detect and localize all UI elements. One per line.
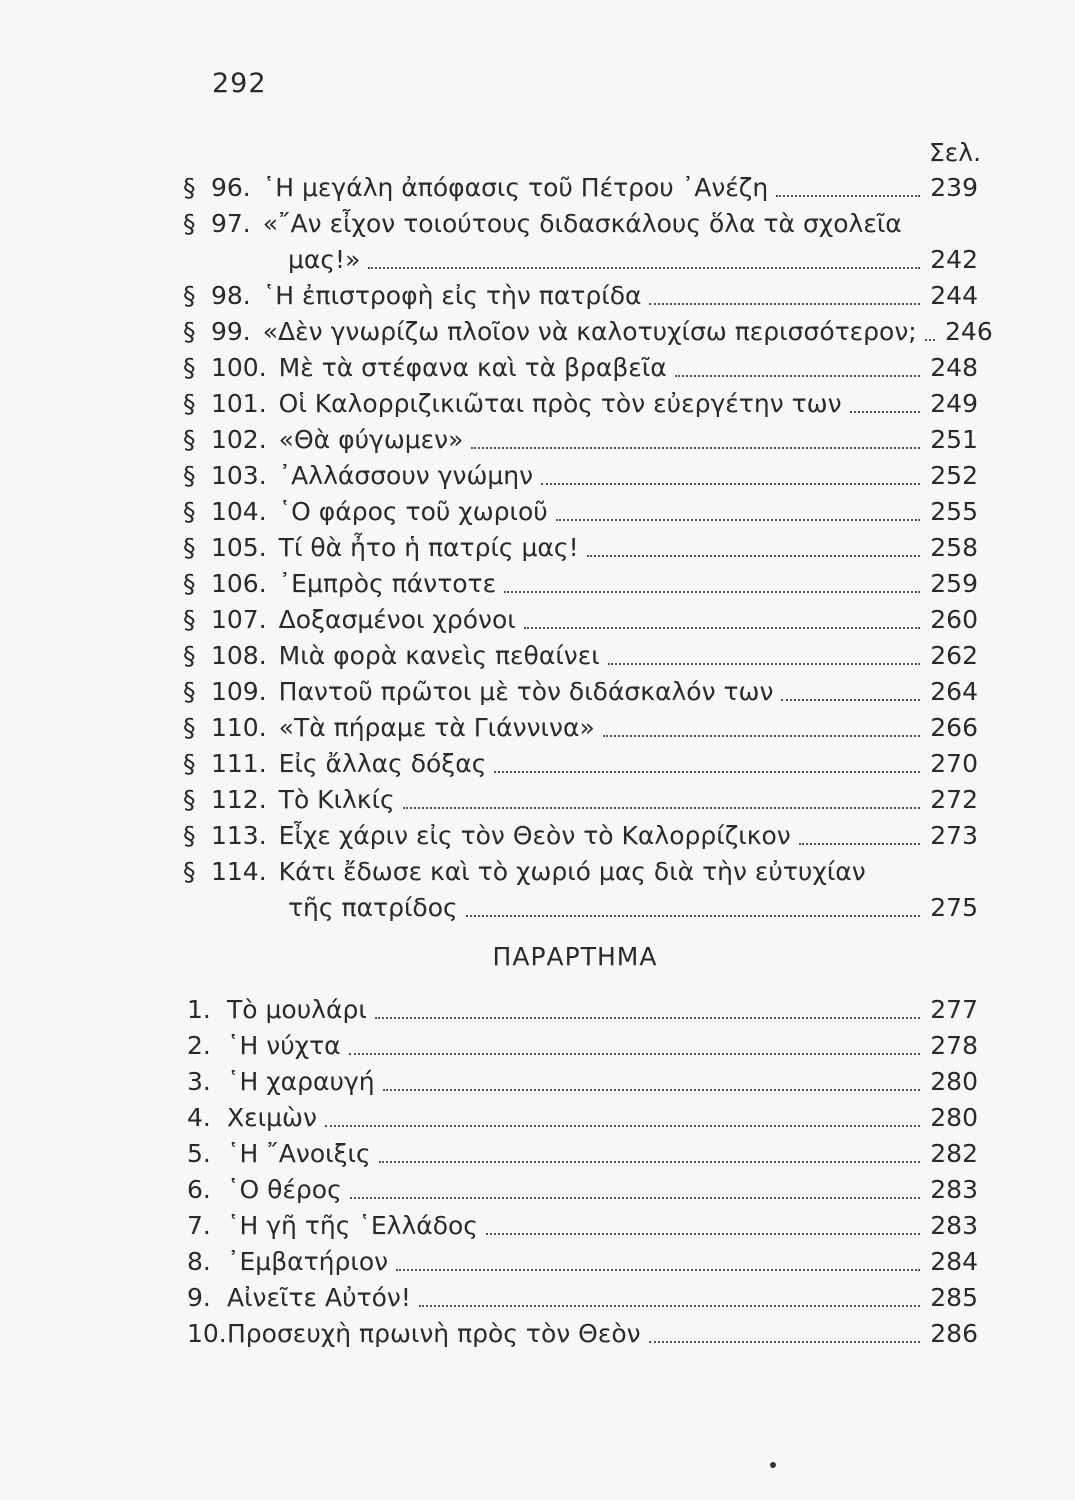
dot-leader	[608, 663, 920, 665]
entry-number: 96.	[211, 173, 251, 202]
entry-title: ῾Η ἐπιστροφὴ εἰς τὴν πατρίδα	[262, 281, 642, 310]
entry-title-continued: μας!»	[288, 245, 361, 274]
entry-page: 266	[930, 713, 978, 742]
entry-number: 112.	[211, 785, 267, 814]
appendix-entry	[187, 1100, 978, 1136]
section-sign: §	[183, 389, 196, 418]
appendix-entry	[187, 1028, 978, 1064]
section-sign: §	[183, 533, 196, 562]
entry-title: ᾿Αλλάσσουν γνώμην	[278, 461, 534, 490]
section-sign: §	[183, 281, 196, 310]
entry-title: ῾Η γῆ τῆς ῾Ελλάδος	[227, 1211, 478, 1240]
entry-title: ᾿Εμπρὸς πάντοτε	[278, 569, 497, 598]
toc-entry	[183, 314, 993, 350]
entry-title: Εἰς ἄλλας δόξας	[278, 749, 487, 778]
entry-number: 113.	[211, 821, 267, 850]
appendix-heading-text: ΠΑΡΑΡΤΗΜΑ	[492, 942, 658, 971]
section-sign: §	[183, 785, 196, 814]
entry-number: 1.	[187, 995, 211, 1024]
section-sign: §	[183, 713, 196, 742]
toc-entry	[183, 854, 978, 926]
entry-title: Χειμὼν	[227, 1103, 317, 1132]
appendix-entry	[187, 1064, 978, 1100]
entry-page: 272	[930, 785, 978, 814]
appendix-entry	[187, 1172, 978, 1208]
entry-number: 8.	[187, 1247, 211, 1276]
toc-entry	[183, 674, 978, 710]
entry-number: 105.	[211, 533, 267, 562]
section-sign: §	[183, 677, 196, 706]
dot-leader	[383, 1089, 920, 1091]
toc-entry	[183, 602, 978, 638]
appendix-entry	[187, 1316, 978, 1352]
dot-leader	[375, 1017, 920, 1019]
entry-page: 259	[930, 569, 978, 598]
entry-title: ῾Η μεγάλη ἀπόφασις τοῦ Πέτρου ᾿Ανέζη	[262, 173, 769, 202]
dot-leader	[419, 1305, 920, 1307]
entry-title: ῾Η ῎Ανοιξις	[227, 1139, 371, 1168]
toc-entry-line	[183, 890, 978, 926]
appendix-entry	[187, 992, 978, 1028]
toc-entry	[183, 170, 978, 206]
toc-entry	[183, 278, 978, 314]
entry-page: 280	[930, 1103, 978, 1132]
entry-title: «Τὰ πήραμε τὰ Γιάννινα»	[278, 713, 595, 742]
entry-number: 6.	[187, 1175, 211, 1204]
entry-number: 3.	[187, 1067, 211, 1096]
entry-number: 2.	[187, 1031, 211, 1060]
entry-number: 104.	[211, 497, 267, 526]
dot-leader	[675, 375, 920, 377]
entry-number: 106.	[211, 569, 267, 598]
entry-title: Τί θὰ ἦτο ἡ πατρίς μας!	[278, 533, 579, 562]
section-sign: §	[183, 749, 196, 778]
section-sign: §	[183, 173, 196, 202]
entry-title: Μὲ τὰ στέφανα καὶ τὰ βραβεῖα	[278, 353, 667, 382]
entry-number: 102.	[211, 425, 267, 454]
appendix-entry	[187, 1244, 978, 1280]
section-sign: §	[183, 857, 196, 886]
entry-page: 262	[930, 641, 978, 670]
dot-leader	[403, 807, 920, 809]
entry-page: 280	[930, 1067, 978, 1096]
entry-title: Μιὰ φορὰ κανεὶς πεθαίνει	[278, 641, 600, 670]
entry-title-continued: τῆς πατρίδος	[288, 893, 458, 922]
entry-number: 98.	[211, 281, 251, 310]
entry-page: 284	[930, 1247, 978, 1276]
entry-title: ῾Η νύχτα	[227, 1031, 341, 1060]
dot-leader	[494, 771, 920, 773]
entry-number: 7.	[187, 1211, 211, 1240]
entry-number: 108.	[211, 641, 267, 670]
entry-title: Τὸ Κιλκίς	[278, 785, 395, 814]
entry-title: ῾Η χαραυγή	[227, 1067, 375, 1096]
entry-page: 249	[930, 389, 978, 418]
dot-leader	[466, 915, 920, 917]
entry-page: 286	[930, 1319, 978, 1348]
entry-number: 103.	[211, 461, 267, 490]
appendix-heading	[0, 942, 1075, 971]
entry-page: 285	[930, 1283, 978, 1312]
entry-title: Κάτι ἔδωσε καὶ τὸ χωριό μας διὰ τὴν εὐτυχίαν	[278, 857, 866, 886]
entry-title: «Θὰ φύγωμεν»	[278, 425, 464, 454]
dot-leader	[799, 843, 920, 845]
entry-page: 258	[930, 533, 978, 562]
entry-page: 251	[930, 425, 978, 454]
dot-leader	[504, 591, 920, 593]
entry-page: 244	[930, 281, 978, 310]
entry-title: Αἰνεῖτε Αὐτόν!	[227, 1283, 411, 1312]
dot-leader	[379, 1161, 920, 1163]
toc-entry	[183, 422, 978, 458]
entry-title: «῎Αν εἶχον τοιούτους διδασκάλους ὅλα τὰ σχολεῖα	[262, 209, 902, 238]
appendix-entry	[187, 1280, 978, 1316]
dot-leader	[776, 195, 920, 197]
section-sign: §	[183, 605, 196, 634]
section-sign: §	[183, 461, 196, 490]
table-of-contents	[183, 170, 993, 926]
section-sign: §	[183, 425, 196, 454]
toc-entry	[183, 638, 978, 674]
entry-number: 9.	[187, 1283, 211, 1312]
dot-leader	[556, 519, 920, 521]
entry-page: 246	[945, 317, 993, 346]
entry-page: 277	[930, 995, 978, 1024]
dot-leader	[325, 1125, 920, 1127]
entry-number: 110.	[211, 713, 267, 742]
section-sign: §	[183, 353, 196, 382]
toc-entry	[183, 458, 978, 494]
appendix-list	[187, 992, 978, 1352]
entry-number: 101.	[211, 389, 267, 418]
dot-leader	[350, 1197, 920, 1199]
section-sign: §	[183, 209, 196, 238]
entry-number: 5.	[187, 1139, 211, 1168]
entry-page: 282	[930, 1139, 978, 1168]
page-number: 292	[212, 68, 267, 99]
dot-leader	[471, 447, 920, 449]
toc-entry	[183, 530, 978, 566]
dot-leader	[349, 1053, 920, 1055]
toc-entry	[183, 206, 978, 278]
dot-leader	[396, 1269, 920, 1271]
dot-leader	[524, 627, 920, 629]
entry-number: 99.	[211, 317, 251, 346]
entry-page: 260	[930, 605, 978, 634]
dot-leader	[368, 267, 920, 269]
entry-number: 4.	[187, 1103, 211, 1132]
entry-title: «Δὲν γνωρίζω πλοῖον νὰ καλοτυχίσω περισσότερον;	[262, 317, 917, 346]
toc-entry	[183, 566, 978, 602]
entry-title: Δοξασμένοι χρόνοι	[278, 605, 516, 634]
entry-number: 109.	[211, 677, 267, 706]
dot-leader	[925, 339, 935, 341]
dot-leader	[850, 411, 920, 413]
section-sign: §	[183, 569, 196, 598]
dot-leader	[649, 1341, 920, 1343]
section-sign: §	[183, 317, 196, 346]
toc-entry-line	[183, 242, 978, 278]
toc-entry-line	[183, 206, 978, 242]
entry-page: 255	[930, 497, 978, 526]
appendix-entry	[187, 1136, 978, 1172]
entry-page: 275	[930, 893, 978, 922]
section-sign: §	[183, 497, 196, 526]
entry-title: Παντοῦ πρῶτοι μὲ τὸν διδάσκαλόν των	[278, 677, 774, 706]
entry-title: Εἶχε χάριν εἰς τὸν Θεὸν τὸ Καλορρίζικον	[278, 821, 791, 850]
entry-title: ῾Ο θέρος	[227, 1175, 342, 1204]
dot-leader	[587, 555, 920, 557]
entry-page: 264	[930, 677, 978, 706]
dot-leader	[486, 1233, 920, 1235]
entry-title: ᾿Εμβατήριον	[227, 1247, 389, 1276]
entry-page: 248	[930, 353, 978, 382]
entry-title: Προσευχὴ πρωινὴ πρὸς τὸν Θεὸν	[227, 1319, 641, 1348]
page-column-header: Σελ.	[929, 138, 982, 167]
dot-leader	[541, 483, 920, 485]
entry-number: 114.	[211, 857, 267, 886]
appendix-entry	[187, 1208, 978, 1244]
dot-leader	[781, 699, 920, 701]
entry-number: 97.	[211, 209, 251, 238]
entry-page: 273	[930, 821, 978, 850]
toc-entry	[183, 746, 978, 782]
entry-title: Τὸ μουλάρι	[227, 995, 367, 1024]
entry-number: 107.	[211, 605, 267, 634]
entry-title: ῾Ο φάρος τοῦ χωριοῦ	[278, 497, 548, 526]
toc-entry	[183, 710, 978, 746]
toc-entry	[183, 782, 978, 818]
entry-number: 111.	[211, 749, 267, 778]
entry-page: 252	[930, 461, 978, 490]
toc-entry	[183, 818, 978, 854]
toc-entry-line	[183, 854, 978, 890]
dot-leader	[603, 735, 920, 737]
toc-entry	[183, 350, 978, 386]
entry-title: Οἱ Καλορριζικιῶται πρὸς τὸν εὐεργέτην των	[278, 389, 842, 418]
toc-entry	[183, 386, 978, 422]
paper-speck	[770, 1462, 776, 1468]
entry-number: 100.	[211, 353, 267, 382]
entry-page: 283	[930, 1175, 978, 1204]
toc-entry	[183, 494, 978, 530]
entry-page: 283	[930, 1211, 978, 1240]
entry-number: 10.	[187, 1319, 227, 1348]
entry-page: 239	[930, 173, 978, 202]
entry-page: 270	[930, 749, 978, 778]
section-sign: §	[183, 641, 196, 670]
section-sign: §	[183, 821, 196, 850]
entry-page: 242	[930, 245, 978, 274]
entry-page: 278	[930, 1031, 978, 1060]
dot-leader	[649, 303, 920, 305]
